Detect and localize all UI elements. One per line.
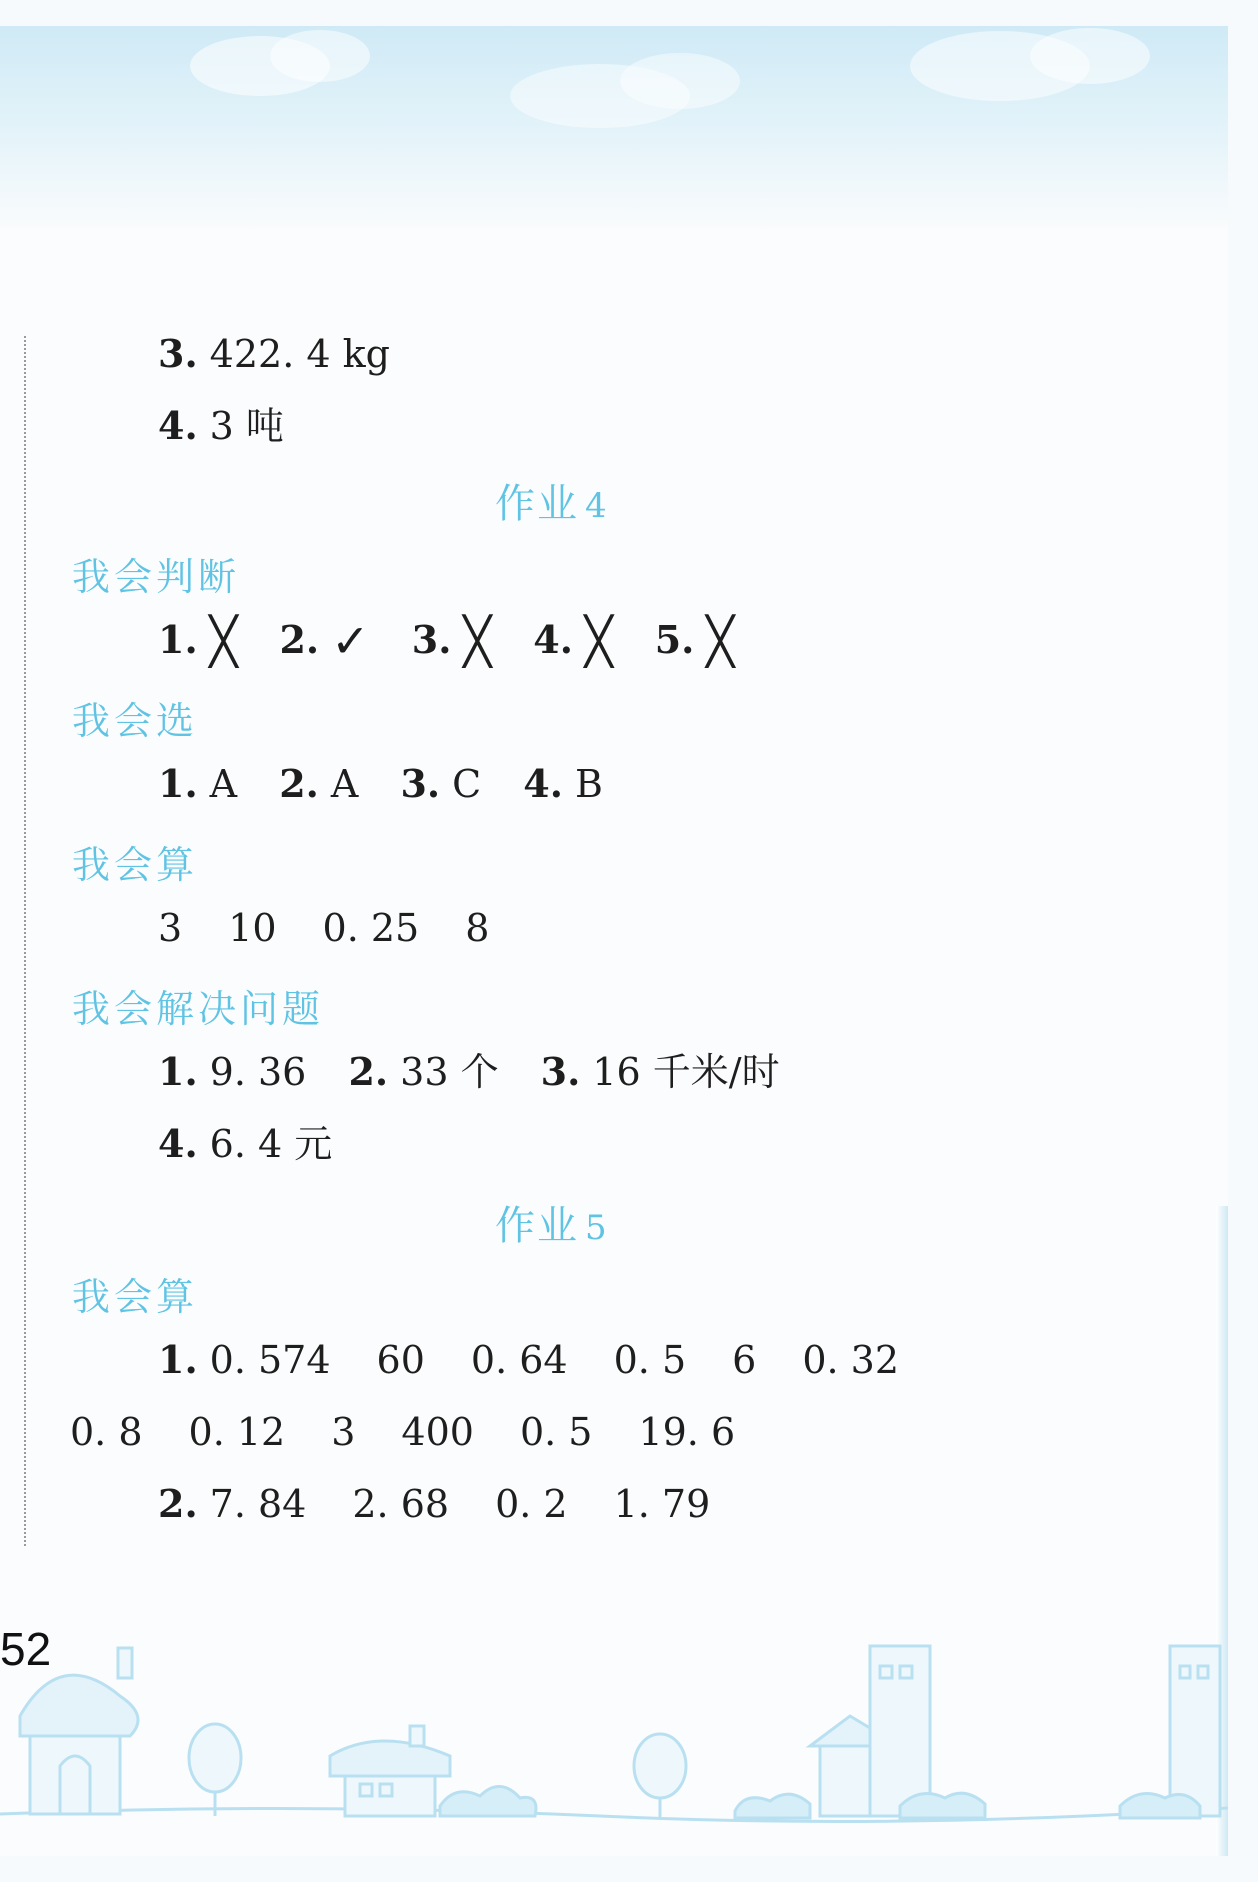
section-choose-heading: 我会选 (72, 699, 199, 743)
choose-item: 1. A (158, 761, 238, 806)
cross-mark-icon: ╳ (209, 614, 238, 668)
answer-line-4 (158, 404, 284, 448)
page (0, 26, 1228, 1856)
judge-item: 3. ╳ (411, 614, 492, 668)
item-number: 3. (158, 331, 198, 376)
calc5-q2: 2. 7. 84 2. 68 0. 2 1. 79 (158, 1481, 711, 1526)
homework-number: 5 (585, 1208, 609, 1248)
judge-item: 1. ╳ (158, 614, 238, 668)
solve-item: 3. 16 千米/时 (540, 1049, 780, 1094)
judge-answers (158, 614, 764, 668)
choose-item: 4. B (523, 761, 603, 806)
cross-mark-icon: ╳ (706, 614, 735, 668)
answer-line-3 (158, 332, 390, 376)
sky-banner (0, 26, 1228, 236)
homework-4-title (495, 472, 609, 529)
cross-mark-icon: ╳ (463, 614, 492, 668)
solve-answers-row1 (158, 1050, 810, 1094)
answer-text: 422. 4 kg (209, 332, 390, 376)
section-solve-heading: 我会解决问题 (72, 987, 325, 1031)
answer-text: 3 吨 (209, 404, 284, 448)
cross-mark-icon: ╳ (584, 614, 613, 668)
choose-item: 2. A (279, 761, 359, 806)
section-judge-heading: 我会判断 (72, 555, 241, 599)
homework-label: 作业 (495, 481, 579, 527)
choose-item: 3. C (400, 761, 482, 806)
calc-answers: 3 10 0. 25 8 (158, 906, 490, 950)
calc5-q1-row1: 1. 0. 574 60 0. 64 0. 5 6 0. 32 (158, 1337, 900, 1382)
section-calc-heading: 我会算 (72, 843, 199, 887)
homework-5-title (495, 1194, 609, 1251)
homework-number: 4 (585, 486, 609, 526)
item-number: 4. (158, 403, 198, 448)
judge-item: 2. ✓ (279, 614, 370, 668)
judge-item: 5. ╳ (654, 614, 735, 668)
page-number: 52 (0, 1623, 52, 1675)
binding-dotted-line (24, 336, 26, 1546)
solve-item: 1. 9. 36 (158, 1049, 307, 1094)
calc5-q1-row2: 0. 8 0. 12 3 400 0. 5 19. 6 (70, 1410, 736, 1454)
check-mark-icon: ✓ (331, 614, 370, 668)
solve-item: 2. 33 个 (348, 1049, 499, 1094)
solve-answers-row2: 4. 6. 4 元 (158, 1121, 333, 1166)
section-calc-heading-5: 我会算 (72, 1275, 199, 1319)
choose-answers (158, 762, 633, 806)
judge-item: 4. ╳ (533, 614, 613, 668)
clouds-decoration (0, 26, 1228, 236)
town-illustration (0, 1626, 1228, 1856)
homework-label: 作业 (495, 1203, 579, 1249)
